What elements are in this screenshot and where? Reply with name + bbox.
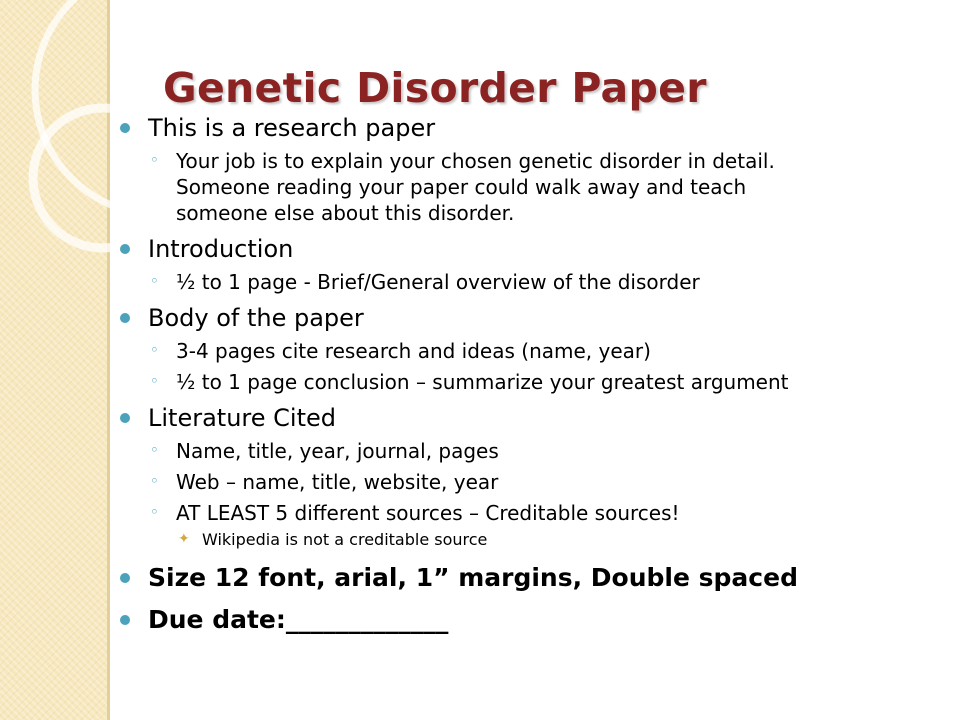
subsubbullet-wikipedia [118,529,918,551]
bullet-dot-icon [120,615,130,625]
bullet-dot-icon [120,313,130,323]
bullet-text: Body of the paper [148,304,364,332]
subbullet-explain-disorder [118,148,918,226]
subbullet-text: 3-4 pages cite research and ideas (name, year) [176,339,651,363]
subbullet-sources [118,500,918,526]
ring-bullet-icon: ◦ [150,151,159,169]
subbullet-text: Web – name, title, website, year [176,470,499,494]
ring-bullet-icon: ◦ [150,503,159,521]
bullet-dot-icon [120,123,130,133]
bullet-formatting [118,563,918,593]
subbullet-text: Name, title, year, journal, pages [176,439,499,463]
subbullet-body-length [118,338,918,364]
ring-bullet-icon: ◦ [150,441,159,459]
bullet-dot-icon [120,244,130,254]
bullet-dot-icon [120,413,130,423]
bullet-text: Introduction [148,235,294,263]
bullet-list [118,113,918,635]
bullet-due-date [118,605,918,635]
subbullet-line-1: Your job is to explain your chosen genetic disorder in detail. [176,149,775,173]
bullet-body [118,303,918,333]
subbullet-conclusion [118,369,918,395]
star-bullet-icon: ✦ [178,531,190,547]
subbullet-line-2: Someone reading your paper could walk away and teach [176,175,747,199]
subbullet-text: AT LEAST 5 different sources – Creditable sources! [176,501,680,525]
ring-bullet-icon: ◦ [150,341,159,359]
subbullet-text: ½ to 1 page conclusion – summarize your greatest argument [176,370,789,394]
bullet-text: Size 12 font, arial, 1” margins, Double spaced [148,563,798,592]
subsubbullet-text: Wikipedia is not a creditable source [202,530,488,549]
subbullet-web-format [118,469,918,495]
bullet-text: This is a research paper [148,114,436,142]
ring-bullet-icon: ◦ [150,472,159,490]
bullet-text: Due date:_____________ [148,605,449,634]
slide-title: Genetic Disorder Paper [163,64,707,112]
bullet-research-paper [118,113,918,143]
bullet-introduction [118,234,918,264]
subbullet-journal-format [118,438,918,464]
subbullet-line-3: someone else about this disorder. [176,201,515,225]
bullet-dot-icon [120,573,130,583]
ring-bullet-icon: ◦ [150,272,159,290]
subbullet-intro-length [118,269,918,295]
subbullet-text: ½ to 1 page - Brief/General overview of the disorder [176,270,700,294]
bullet-text: Literature Cited [148,404,336,432]
bullet-literature-cited [118,403,918,433]
ring-bullet-icon: ◦ [150,372,159,390]
